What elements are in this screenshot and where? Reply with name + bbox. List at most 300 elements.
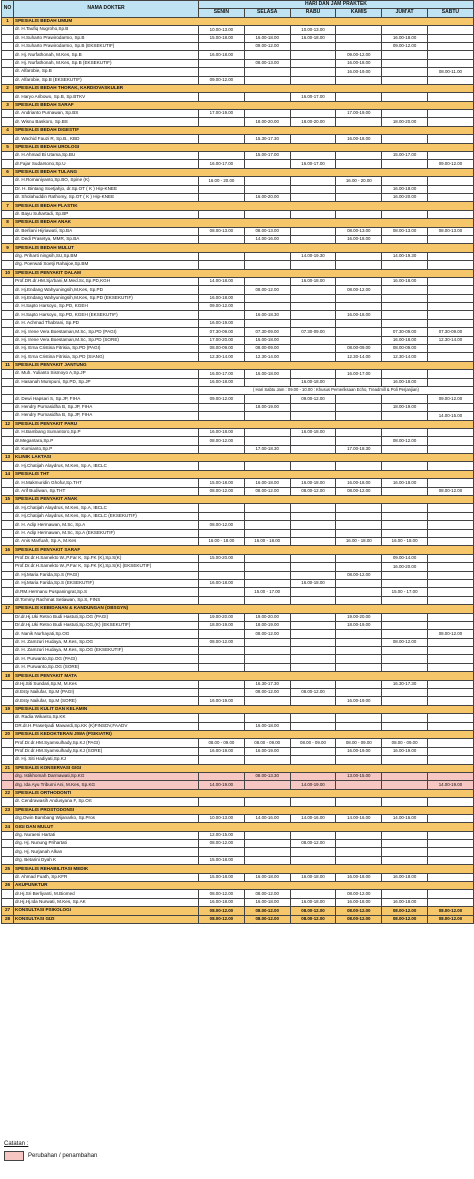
specialty-name: KONSULTASI PSIKOLOGI xyxy=(14,907,199,915)
schedule-time xyxy=(427,655,473,663)
doctor-name: Prof.Dr.dr.H.Samekto W.,P.Far K, Sp.FK (K),Sp.S(K) xyxy=(14,554,199,562)
doctor-row xyxy=(2,798,474,806)
schedule-time: 08.00-12.00 xyxy=(199,638,245,646)
doctor-row xyxy=(2,277,474,285)
schedule-time xyxy=(336,848,382,856)
schedule-time: 16.00-18.00 xyxy=(199,898,245,906)
doctor-row xyxy=(2,34,474,42)
doctor-name: dr.Esty Nailufar, Sp.M (PAGI) xyxy=(14,689,199,697)
schedule-time: 08.00-12.00 xyxy=(199,890,245,898)
doctor-row xyxy=(2,261,474,269)
doctor-row xyxy=(2,579,474,587)
doctor-name: dr. Ahmad Fuath, Sp.KFR xyxy=(14,873,199,881)
schedule-time xyxy=(427,110,473,118)
row-number xyxy=(2,697,14,705)
schedule-time xyxy=(336,529,382,537)
schedule-time: 16.00-19.00 xyxy=(336,68,382,76)
doctor-name: dr. Hj.Maria Farida,Sp.S (PAGI) xyxy=(14,571,199,579)
schedule-time: 16.00-18.00 xyxy=(336,479,382,487)
schedule-time: 08.00-12.00 xyxy=(199,521,245,529)
doctor-row xyxy=(2,118,474,126)
schedule-time xyxy=(382,428,428,436)
schedule-time xyxy=(336,261,382,269)
schedule-time: 16.00-19.00 xyxy=(382,747,428,755)
doctor-row xyxy=(2,428,474,436)
specialty-number: 2 xyxy=(2,84,14,92)
specialty-row xyxy=(2,823,474,831)
schedule-time: 15.00-18.00 xyxy=(199,34,245,42)
row-number xyxy=(2,512,14,520)
specialty-row xyxy=(2,244,474,252)
row-number xyxy=(2,210,14,218)
doctor-name: dr.RM.Hermanu Puspaningrat,Sp.S xyxy=(14,588,199,596)
specialty-number: 11 xyxy=(2,361,14,369)
schedule-time: 08.00-11.00 xyxy=(427,68,473,76)
row-number xyxy=(2,378,14,386)
schedule-time xyxy=(336,252,382,260)
doctor-name: dr. Hj. Erna Cristina Fitrisia, Sp.PD (PAGI) xyxy=(14,345,199,353)
schedule-time xyxy=(199,756,245,764)
schedule-time: 15.00-18.00 xyxy=(199,856,245,864)
schedule-time xyxy=(427,428,473,436)
doctor-name: dr. Hj. Irene Vera Boestaman,M.Sc, Sp.PD (SORE) xyxy=(14,336,199,344)
schedule-time: 14.00-16.00 xyxy=(336,814,382,822)
doctor-row xyxy=(2,235,474,243)
schedule-time xyxy=(244,840,290,848)
schedule-time: 08.00-12.00 xyxy=(336,487,382,495)
schedule-time xyxy=(290,856,336,864)
doctor-row xyxy=(2,42,474,50)
schedule-time xyxy=(427,353,473,361)
specialty-number: 27 xyxy=(2,907,14,915)
schedule-time xyxy=(427,93,473,101)
row-number xyxy=(2,328,14,336)
schedule-time: 16.00-18.00 xyxy=(290,579,336,587)
schedule-note: ( Hari Sabtu Jam : 09.00 - 10.00 : Khusus Pemeriksaan Echo, Treadmill & Poli Perjanjian) xyxy=(199,386,474,394)
doctor-row xyxy=(2,538,474,546)
schedule-time xyxy=(427,596,473,604)
schedule-time: 15.00-18.00 xyxy=(199,873,245,881)
doctor-row xyxy=(2,722,474,730)
schedule-time xyxy=(290,59,336,67)
specialty-row xyxy=(2,806,474,814)
schedule-time xyxy=(290,227,336,235)
schedule-time xyxy=(427,680,473,688)
specialty-number: 15 xyxy=(2,496,14,504)
schedule-time xyxy=(382,445,428,453)
schedule-time: 09.00-12.00 xyxy=(427,160,473,168)
schedule-time xyxy=(427,647,473,655)
schedule-time: 16.00-17.00 xyxy=(290,160,336,168)
schedule-time xyxy=(244,68,290,76)
schedule-time xyxy=(382,51,428,59)
doctor-row xyxy=(2,512,474,520)
specialty-name: SPESIALIS BEDAH UMUM xyxy=(14,17,474,25)
schedule-time xyxy=(199,152,245,160)
schedule-time: 13.00-15.00 xyxy=(336,772,382,780)
specialty-number: 17 xyxy=(2,605,14,613)
schedule-time: 16.00 - 20.00 xyxy=(199,177,245,185)
row-number xyxy=(2,152,14,160)
schedule-time xyxy=(336,714,382,722)
doctor-row xyxy=(2,747,474,755)
legend-label: Perubahan / penambahan xyxy=(28,1153,98,1159)
specialty-number: 3 xyxy=(2,101,14,109)
schedule-time xyxy=(382,177,428,185)
schedule-time: 18.00-19.00 xyxy=(244,403,290,411)
schedule-time xyxy=(336,504,382,512)
schedule-time xyxy=(199,588,245,596)
schedule-time xyxy=(336,412,382,420)
schedule-time xyxy=(290,680,336,688)
schedule-time xyxy=(427,756,473,764)
schedule-time xyxy=(427,252,473,260)
schedule-table xyxy=(1,0,474,924)
schedule-time xyxy=(382,647,428,655)
schedule-time: 14.00-19.00 xyxy=(427,781,473,789)
schedule-time xyxy=(244,638,290,646)
schedule-time xyxy=(336,303,382,311)
schedule-time xyxy=(290,303,336,311)
schedule-time xyxy=(290,51,336,59)
doctor-row xyxy=(2,76,474,84)
schedule-time xyxy=(290,294,336,302)
schedule-time xyxy=(427,890,473,898)
schedule-time: 08.00-12.00 xyxy=(336,907,382,915)
specialty-name: SPESIALIS KONSERVASI GIGI xyxy=(14,764,474,772)
schedule-time: 14.00-19.00 xyxy=(199,781,245,789)
schedule-time xyxy=(244,714,290,722)
schedule-time: 08.00-12.00 xyxy=(427,630,473,638)
schedule-time: 16.00 - 20.00 xyxy=(336,177,382,185)
doctor-name: Dr. H. Bintang Soetjahjo, dr.Sp.OT ( K ) Hip-KNEE xyxy=(14,185,199,193)
schedule-time: 08.00-12.00 xyxy=(244,286,290,294)
schedule-time xyxy=(427,311,473,319)
schedule-time xyxy=(382,781,428,789)
schedule-time xyxy=(336,277,382,285)
schedule-time xyxy=(336,336,382,344)
notes-title: Catatan : xyxy=(4,1141,29,1147)
schedule-time: 07.30-09.00 xyxy=(427,328,473,336)
schedule-time xyxy=(427,26,473,34)
schedule-time xyxy=(427,848,473,856)
schedule-time xyxy=(290,110,336,118)
specialty-name: SPESIALIS THT xyxy=(14,470,474,478)
schedule-time: 08.00-12.00 xyxy=(427,915,473,923)
schedule-time xyxy=(244,110,290,118)
schedule-time xyxy=(382,261,428,269)
specialty-row xyxy=(2,168,474,176)
schedule-time xyxy=(244,252,290,260)
schedule-time xyxy=(290,647,336,655)
schedule-time: 16.00-20.00 xyxy=(244,193,290,201)
doctor-row xyxy=(2,227,474,235)
specialty-name: SPESIALIS BEDAH SARAF xyxy=(14,101,474,109)
doctor-name: dr. H.Bambang Sumantoro,Sp.P xyxy=(14,428,199,436)
schedule-time xyxy=(382,630,428,638)
schedule-time xyxy=(290,504,336,512)
doctor-row xyxy=(2,655,474,663)
specialty-name: SPESIALIS PENYAKIT JANTUNG xyxy=(14,361,474,369)
row-number xyxy=(2,462,14,470)
schedule-time: 16.00-18.00 xyxy=(290,898,336,906)
schedule-time xyxy=(336,756,382,764)
schedule-time xyxy=(382,798,428,806)
schedule-time: 16.00-18.00 xyxy=(290,378,336,386)
schedule-time xyxy=(427,59,473,67)
specialty-name: SPESIALIS PROSTODONSI xyxy=(14,806,474,814)
doctor-row xyxy=(2,210,474,218)
schedule-time xyxy=(199,504,245,512)
doctor-row xyxy=(2,303,474,311)
doctor-row xyxy=(2,445,474,453)
doctor-row xyxy=(2,647,474,655)
row-number xyxy=(2,311,14,319)
doctor-name: dr. Hj.Endang Wahyuningsih,M.Kes, Sp.PD xyxy=(14,286,199,294)
specialty-row xyxy=(2,915,474,923)
schedule-time xyxy=(290,714,336,722)
schedule-time xyxy=(290,210,336,218)
doctor-name: dr.Fajar Sudarsono,Sp.U xyxy=(14,160,199,168)
doctor-name: dr. H. Adip Hermawan, M.Sc, Sp.A (EKSEKUTIF) xyxy=(14,529,199,537)
schedule-time: 08.00 - 09.00 xyxy=(244,739,290,747)
schedule-time xyxy=(382,487,428,495)
schedule-time xyxy=(382,571,428,579)
schedule-time: 19.00-20.00 xyxy=(199,613,245,621)
schedule-time xyxy=(427,177,473,185)
doctor-row xyxy=(2,890,474,898)
schedule-time: 16.00-20.00 xyxy=(382,563,428,571)
doctor-name: dr. Sholahuddin Rathomy, Sp.OT ( K ) Hip-KNEE xyxy=(14,193,199,201)
schedule-time xyxy=(199,714,245,722)
schedule-time xyxy=(427,772,473,780)
schedule-time: 16.00-18.00 xyxy=(336,898,382,906)
schedule-time: 10.00-13.00 xyxy=(290,26,336,34)
schedule-time: 14.00-16.00 xyxy=(244,235,290,243)
doctor-row xyxy=(2,286,474,294)
doctor-name: dr.Megantara,Sp.P xyxy=(14,437,199,445)
row-number xyxy=(2,739,14,747)
schedule-time xyxy=(336,185,382,193)
row-number xyxy=(2,68,14,76)
schedule-time xyxy=(244,26,290,34)
schedule-time: 08.00-09.00 xyxy=(336,345,382,353)
doctor-row xyxy=(2,26,474,34)
doctor-name: dr. Wisnu Baskoro, Sp.BS xyxy=(14,118,199,126)
row-number xyxy=(2,252,14,260)
schedule-time xyxy=(290,76,336,84)
doctor-name: dr. H.Makmuridin Ghofur,Sp.THT xyxy=(14,479,199,487)
schedule-time xyxy=(244,798,290,806)
doctor-row xyxy=(2,756,474,764)
schedule-time xyxy=(382,294,428,302)
doctor-name: dr. Haryo Aribowo, Sp.B, Sp.BTKV xyxy=(14,93,199,101)
schedule-time xyxy=(427,319,473,327)
schedule-time: 16.00-18.00 xyxy=(244,370,290,378)
schedule-time: 08.00 - 09.00 xyxy=(336,739,382,747)
schedule-time xyxy=(336,210,382,218)
doctor-name: drg. Priharti ningsih,SU,Sp.BM xyxy=(14,252,199,260)
specialty-row xyxy=(2,789,474,797)
row-number xyxy=(2,898,14,906)
doctor-name: drg. Betarini Dyah K xyxy=(14,856,199,864)
schedule-time xyxy=(427,571,473,579)
schedule-time xyxy=(336,856,382,864)
schedule-time: 16.00-18.00 xyxy=(382,898,428,906)
schedule-time xyxy=(427,588,473,596)
schedule-time: 09.00-12.00 xyxy=(336,51,382,59)
specialty-name: SPESIALIS BEDAH UROLOGI xyxy=(14,143,474,151)
specialty-name: GIGI DAN MULUT xyxy=(14,823,474,831)
row-number xyxy=(2,303,14,311)
schedule-time xyxy=(336,437,382,445)
doctor-row xyxy=(2,588,474,596)
row-number xyxy=(2,445,14,453)
schedule-time xyxy=(336,630,382,638)
specialty-name: SPESIALIS BEDAH THORAK, KARDIOVASKULER xyxy=(14,84,474,92)
schedule-time xyxy=(427,210,473,218)
schedule-time xyxy=(427,51,473,59)
schedule-time xyxy=(427,294,473,302)
schedule-time xyxy=(290,621,336,629)
row-number xyxy=(2,621,14,629)
specialty-name: SPESIALIS KEBIDANAN & KANDUNGAN (OBSGYN) xyxy=(14,605,474,613)
schedule-time: 08.00-13.00 xyxy=(427,227,473,235)
row-number xyxy=(2,395,14,403)
schedule-time: 18.00-19.00 xyxy=(199,621,245,629)
schedule-time xyxy=(199,59,245,67)
schedule-time xyxy=(244,504,290,512)
doctor-name: dr. Hj.Chatijah Alaydrus, M.Kes, Sp.A, IBCLC xyxy=(14,504,199,512)
row-number xyxy=(2,185,14,193)
schedule-time: 08.00 - 09.00 xyxy=(290,739,336,747)
schedule-time xyxy=(336,118,382,126)
doctor-row xyxy=(2,160,474,168)
schedule-time: 09.00-14.00 xyxy=(382,554,428,562)
row-number xyxy=(2,403,14,411)
schedule-time xyxy=(244,177,290,185)
schedule-time xyxy=(199,235,245,243)
schedule-time xyxy=(382,722,428,730)
schedule-time: 16.00-18.00 xyxy=(199,51,245,59)
schedule-time: 08.00-12.00 xyxy=(336,286,382,294)
schedule-time xyxy=(244,856,290,864)
row-number xyxy=(2,538,14,546)
doctor-row xyxy=(2,370,474,378)
schedule-time xyxy=(244,294,290,302)
schedule-time xyxy=(244,51,290,59)
schedule-time xyxy=(427,462,473,470)
doctor-row xyxy=(2,689,474,697)
schedule-time: 15.00-18.00 xyxy=(199,479,245,487)
schedule-time xyxy=(427,42,473,50)
doctor-row xyxy=(2,319,474,327)
schedule-time xyxy=(244,462,290,470)
schedule-time xyxy=(336,563,382,571)
schedule-time xyxy=(290,663,336,671)
schedule-time xyxy=(382,579,428,587)
schedule-time xyxy=(290,697,336,705)
schedule-time xyxy=(244,655,290,663)
specialty-name: SPESIALIS PENYAKIT MATA xyxy=(14,672,474,680)
doctor-name: drg. Hj. Nurjanah Alkan xyxy=(14,848,199,856)
schedule-time: 17.00-20.00 xyxy=(199,336,245,344)
row-number xyxy=(2,42,14,50)
row-number xyxy=(2,856,14,864)
specialty-row xyxy=(2,764,474,772)
schedule-time: 09.00-12.00 xyxy=(244,42,290,50)
row-number xyxy=(2,319,14,327)
doctor-row xyxy=(2,185,474,193)
schedule-time xyxy=(336,663,382,671)
doctor-row xyxy=(2,521,474,529)
schedule-time: 09.00-12.00 xyxy=(199,76,245,84)
row-number xyxy=(2,34,14,42)
schedule-time: 16.00-18.00 xyxy=(290,428,336,436)
specialty-number: 10 xyxy=(2,269,14,277)
doctor-row xyxy=(2,336,474,344)
specialty-name: SPESIALIS BEDAH MULUT xyxy=(14,244,474,252)
doctor-row xyxy=(2,135,474,143)
schedule-time: 16.00-18.00 xyxy=(290,479,336,487)
schedule-body xyxy=(2,17,474,923)
schedule-time: 10.00-13.00 xyxy=(199,814,245,822)
row-number xyxy=(2,437,14,445)
schedule-time: 16.00-18.00 xyxy=(290,277,336,285)
specialty-row xyxy=(2,84,474,92)
schedule-time xyxy=(290,235,336,243)
schedule-time: 16.00-19.00 xyxy=(336,697,382,705)
schedule-time xyxy=(244,848,290,856)
specialty-number: 28 xyxy=(2,915,14,923)
schedule-time xyxy=(290,42,336,50)
schedule-time: 12.30-14.00 xyxy=(199,353,245,361)
schedule-time: 14.00-19.00 xyxy=(290,781,336,789)
specialty-name: SPESIALIS PENYAKIT PARU xyxy=(14,420,474,428)
schedule-time: 18.00-20.00 xyxy=(244,118,290,126)
schedule-time: 18.00-19.00 xyxy=(336,621,382,629)
doctor-name: dr. H. Zamzuri Hudaya, M.Kes, Sp.OG xyxy=(14,638,199,646)
specialty-number: 19 xyxy=(2,705,14,713)
schedule-time xyxy=(336,596,382,604)
specialty-number: 8 xyxy=(2,219,14,227)
row-number xyxy=(2,160,14,168)
schedule-time: 08.00-09.00 xyxy=(382,345,428,353)
schedule-time xyxy=(336,378,382,386)
schedule-time xyxy=(290,848,336,856)
specialty-row xyxy=(2,101,474,109)
doctor-name: dr.Tommy Rachmat Setiawan, Sp.S, FINS xyxy=(14,596,199,604)
row-number xyxy=(2,412,14,420)
schedule-time xyxy=(290,772,336,780)
schedule-time: 14.00-16.00 xyxy=(244,814,290,822)
schedule-time xyxy=(336,840,382,848)
schedule-time xyxy=(199,630,245,638)
doctor-name: dr. H. Zamzuri Hudaya, M.Kes, Sp.OG (EKSEKUTIF) xyxy=(14,647,199,655)
schedule-time xyxy=(336,403,382,411)
schedule-time xyxy=(290,890,336,898)
schedule-time: 16.00 - 18.00 xyxy=(244,538,290,546)
doctor-name: dr. H.Suharto Prawirodarmo, Sp.B (EKSEKUTIF) xyxy=(14,42,199,50)
schedule-time xyxy=(427,856,473,864)
schedule-time: 09.00-12.00 xyxy=(427,395,473,403)
schedule-time: 14.00-18.00 xyxy=(199,277,245,285)
schedule-time xyxy=(427,118,473,126)
schedule-time xyxy=(199,118,245,126)
schedule-time xyxy=(382,831,428,839)
specialty-row xyxy=(2,882,474,890)
doctor-name: dr. H. Purwanto,Sp.OG (SORE) xyxy=(14,663,199,671)
